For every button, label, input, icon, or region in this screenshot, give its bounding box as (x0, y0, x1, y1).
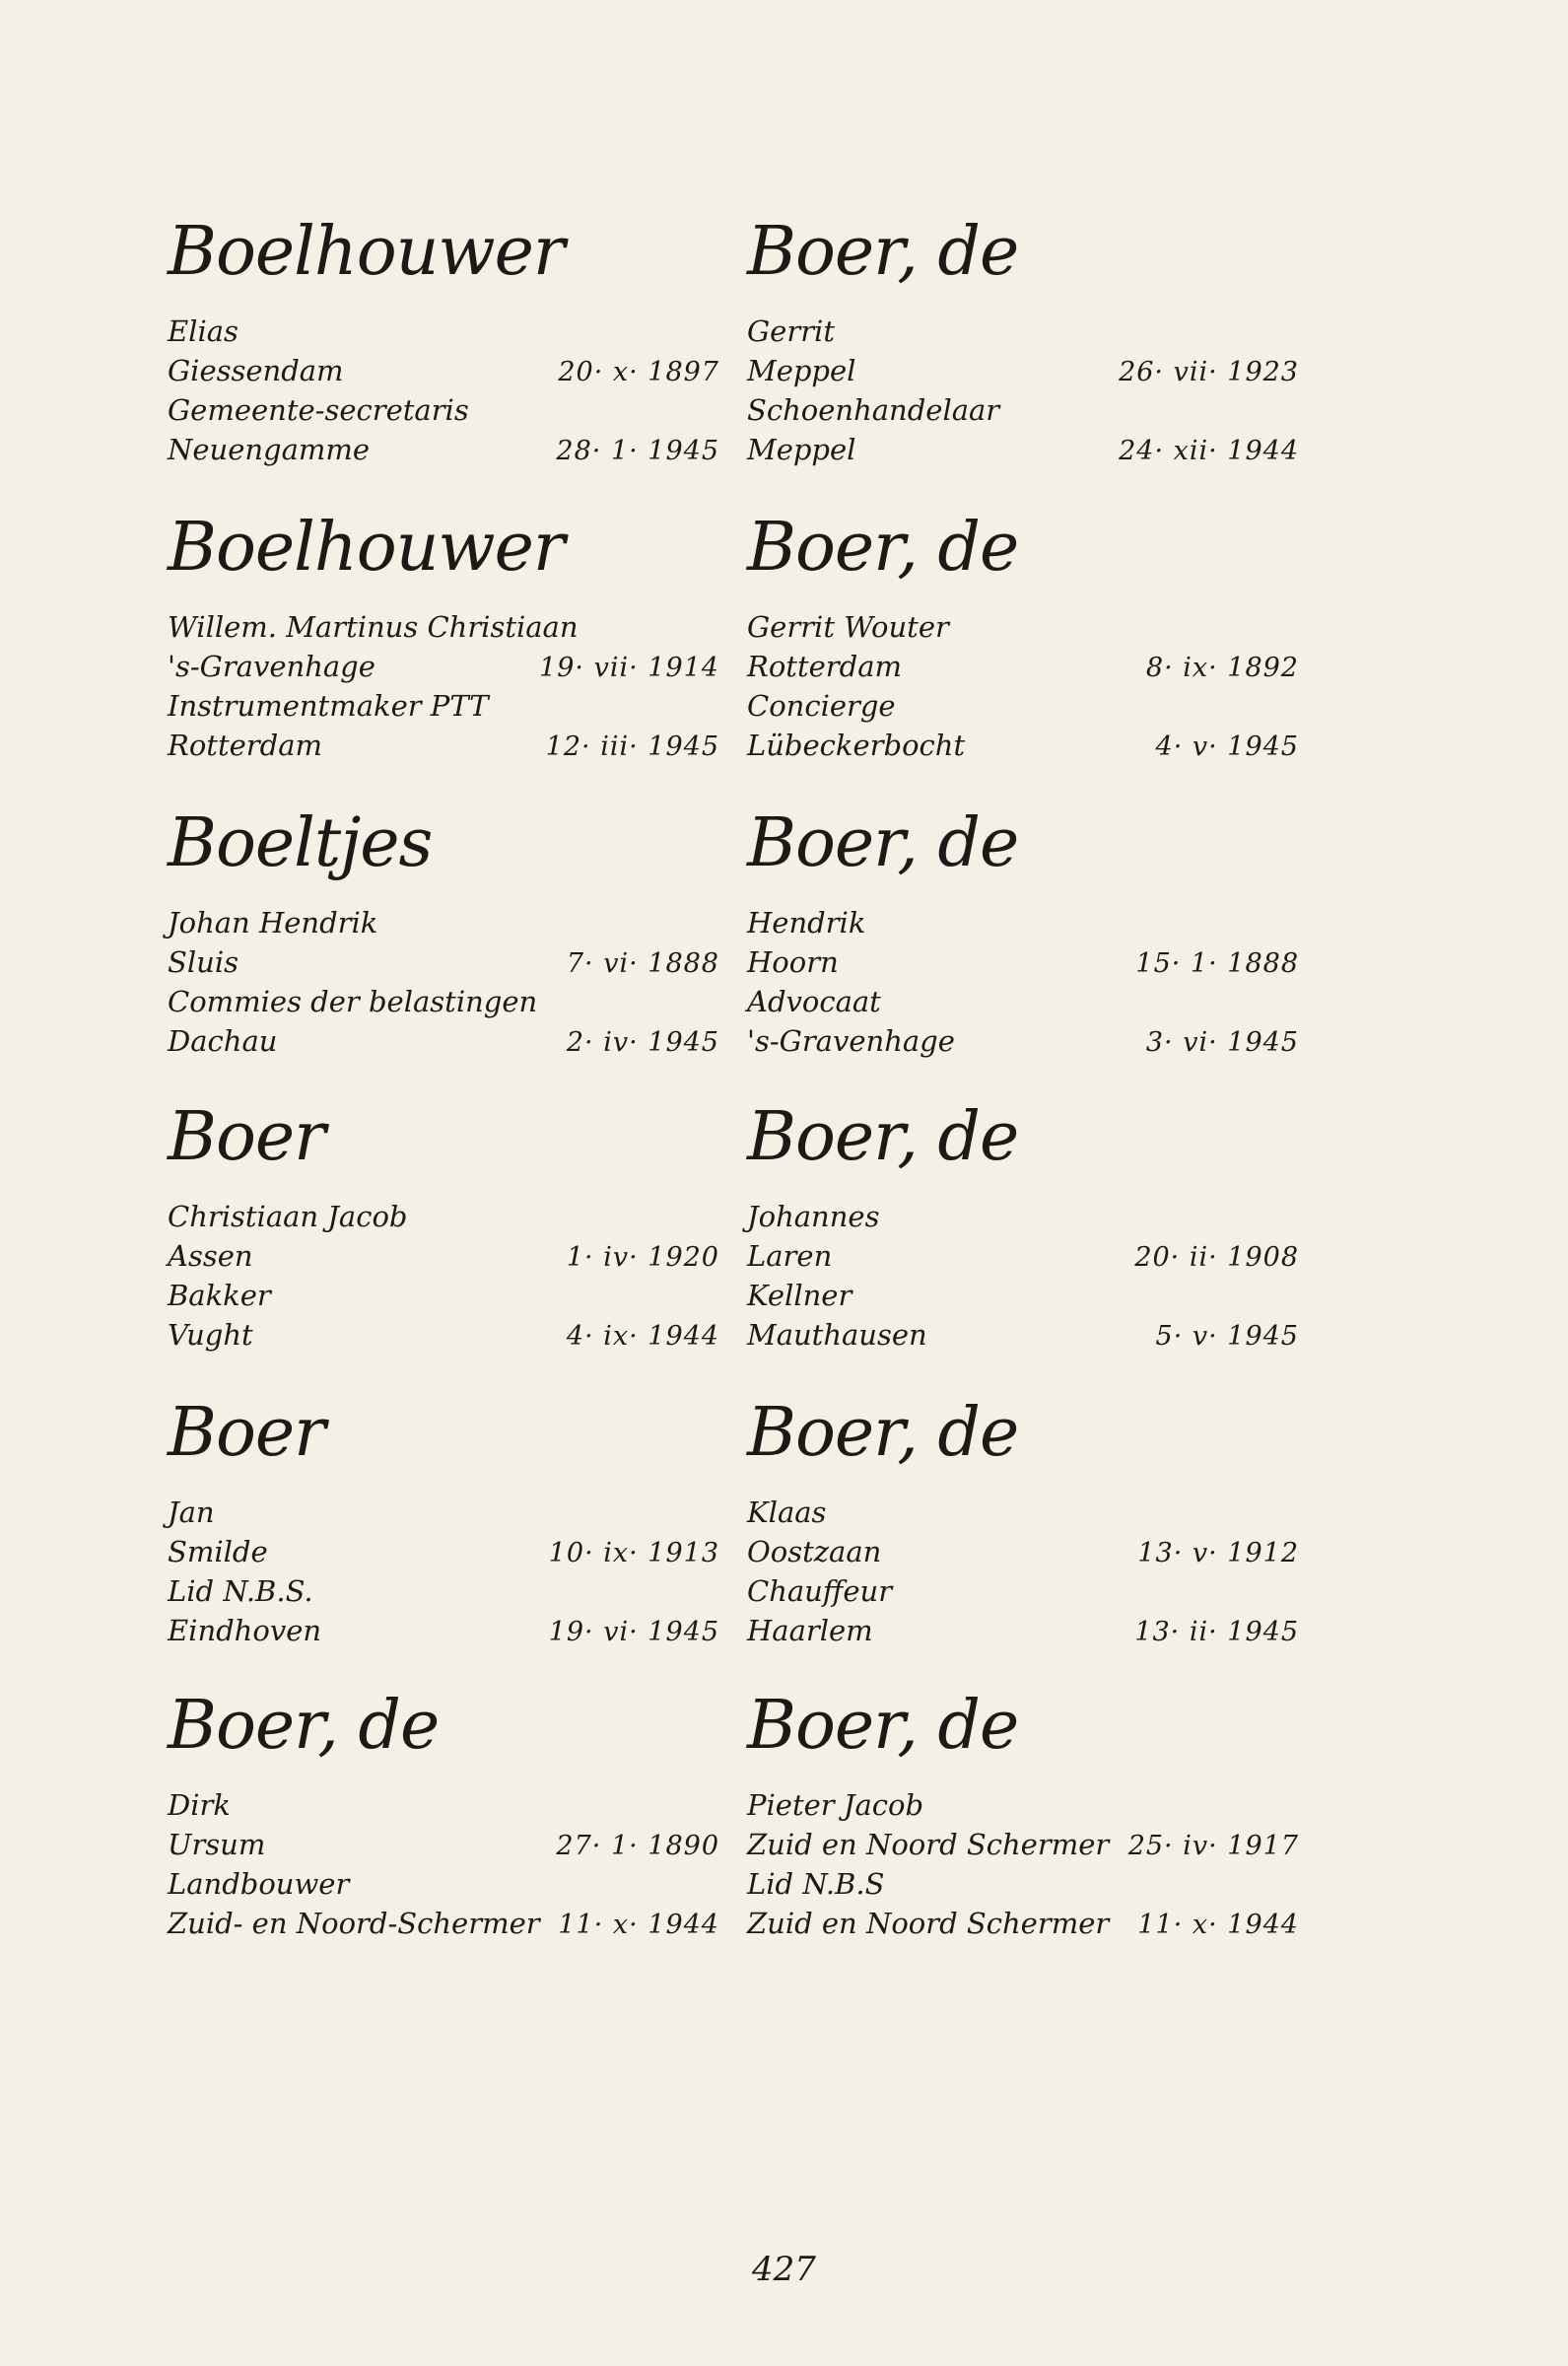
entry-deathplace: Zuid- en Noord-Schermer (168, 1907, 540, 1940)
entry-line (747, 1825, 1299, 1864)
entry-surname: Boer (168, 1394, 325, 1472)
memorial-entry (747, 1053, 1299, 1355)
entry-deathdate: 28· 1· 1945 (556, 436, 719, 466)
entry-birthplace: Laren (747, 1239, 833, 1273)
entry-birthdate: 25· iv· 1917 (1127, 1831, 1299, 1861)
entry-line (747, 1571, 1299, 1611)
entry-birthplace: Hoorn (747, 945, 839, 979)
entry-line (168, 1276, 719, 1315)
entry-line (747, 607, 1299, 647)
entry-deathdate: 11· x· 1944 (1137, 1910, 1299, 1940)
entry-birthplace: Meppel (747, 354, 856, 387)
memorial-entry (747, 759, 1299, 1061)
entry-line (747, 1864, 1299, 1904)
page-number: 427 (752, 2250, 816, 2289)
entry-deathplace: Neuengamme (168, 433, 371, 466)
entry-occupation: Landbouwer (168, 1867, 350, 1901)
entry-line (747, 1493, 1299, 1532)
entry-first-names: Gerrit (747, 314, 835, 348)
entry-line (747, 1532, 1299, 1571)
entry-occupation: Lid N.B.S. (168, 1574, 313, 1608)
entry-line (168, 982, 719, 1021)
entry-deathplace: Mauthausen (747, 1318, 927, 1352)
entry-birthdate: 19· vii· 1914 (539, 653, 719, 683)
entry-birthdate: 10· ix· 1913 (548, 1538, 719, 1568)
entry-birthplace: Smilde (168, 1535, 268, 1568)
entry-first-names: Klaas (747, 1496, 827, 1529)
entry-birthplace: Ursum (168, 1828, 266, 1861)
entry-line (168, 1493, 719, 1532)
entry-surname: Boer, de (747, 804, 1019, 882)
entry-deathdate: 19· vi· 1945 (548, 1617, 719, 1647)
entry-birthdate: 13· v· 1912 (1137, 1538, 1299, 1568)
entry-line (747, 942, 1299, 982)
entry-line (168, 607, 719, 647)
entry-deathdate: 4· v· 1945 (1155, 731, 1299, 762)
entry-first-names: Johan Hendrik (168, 906, 378, 939)
entry-occupation: Schoenhandelaar (747, 393, 1000, 427)
entry-surname: Boer (168, 1098, 325, 1176)
entry-deathplace: Vught (168, 1318, 253, 1352)
entry-line (168, 1532, 719, 1571)
entry-birthplace: Rotterdam (747, 650, 902, 683)
memorial-entry (747, 1349, 1299, 1650)
entry-occupation: Gemeente-secretaris (168, 393, 469, 427)
entry-line (747, 1276, 1299, 1315)
entry-birthplace: Giessendam (168, 354, 344, 387)
entry-occupation: Lid N.B.S (747, 1867, 885, 1901)
entry-birthplace: Assen (168, 1239, 253, 1273)
entry-birthdate: 7· vi· 1888 (566, 948, 719, 979)
entry-line (168, 1571, 719, 1611)
entry-birthplace: Zuid en Noord Schermer (747, 1828, 1110, 1861)
entry-line (747, 1785, 1299, 1825)
entry-occupation: Commies der belastingen (168, 985, 538, 1018)
entry-surname: Boer, de (747, 1687, 1019, 1765)
entry-birthdate: 20· ii· 1908 (1134, 1242, 1299, 1273)
entry-line (747, 1197, 1299, 1236)
entry-deathplace: Zuid en Noord Schermer (747, 1907, 1110, 1940)
entry-first-names: Christiaan Jacob (168, 1200, 408, 1233)
entry-birthplace: 's-Gravenhage (168, 650, 375, 683)
entry-line (168, 312, 719, 351)
entry-deathplace: Dachau (168, 1024, 278, 1058)
entry-deathdate: 24· xii· 1944 (1119, 436, 1299, 466)
entry-line (168, 942, 719, 982)
entry-deathplace: Rotterdam (168, 729, 322, 762)
entry-first-names: Willem. Martinus Christiaan (168, 610, 579, 644)
entry-surname: Boelhouwer (168, 509, 565, 587)
entry-deathdate: 4· ix· 1944 (566, 1321, 719, 1352)
entry-surname: Boer, de (747, 1394, 1019, 1472)
entry-occupation: Concierge (747, 689, 896, 723)
entry-first-names: Dirk (168, 1788, 231, 1822)
entry-birthplace: Sluis (168, 945, 239, 979)
entry-deathdate: 12· iii· 1945 (545, 731, 719, 762)
entry-line (747, 1904, 1299, 1943)
entry-line (168, 903, 719, 942)
entry-first-names: Hendrik (747, 906, 866, 939)
entry-deathplace: Lübeckerbocht (747, 729, 966, 762)
entry-surname: Boer, de (747, 1098, 1019, 1176)
entry-occupation: Instrumentmaker PTT (168, 689, 489, 723)
entry-line (168, 1864, 719, 1904)
entry-birthdate: 20· x· 1897 (558, 357, 719, 387)
memorial-entry (168, 759, 719, 1061)
memorial-entry (747, 463, 1299, 765)
entry-occupation: Bakker (168, 1279, 271, 1312)
entry-line (168, 1825, 719, 1864)
entry-line (747, 903, 1299, 942)
entry-occupation: Chauffeur (747, 1574, 893, 1608)
entry-deathdate: 3· vi· 1945 (1145, 1027, 1299, 1058)
memorial-entry (747, 168, 1299, 469)
entry-surname: Boelhouwer (168, 213, 565, 291)
entry-deathdate: 5· v· 1945 (1155, 1321, 1299, 1352)
entry-line (747, 686, 1299, 726)
entry-line (168, 390, 719, 430)
entry-line (747, 647, 1299, 686)
entry-line (747, 351, 1299, 390)
memorial-entry (168, 168, 719, 469)
memorial-entry (747, 1641, 1299, 1943)
entry-first-names: Johannes (747, 1200, 880, 1233)
entry-line (747, 982, 1299, 1021)
entry-line (168, 1785, 719, 1825)
entry-line (168, 1236, 719, 1276)
memorial-entry (168, 463, 719, 765)
entry-first-names: Pieter Jacob (747, 1788, 924, 1822)
entry-line (168, 647, 719, 686)
entry-birthdate: 27· 1· 1890 (556, 1831, 719, 1861)
entry-deathplace: Meppel (747, 433, 856, 466)
entry-occupation: Kellner (747, 1279, 852, 1312)
memorial-entry (168, 1349, 719, 1650)
entry-birthplace: Oostzaan (747, 1535, 882, 1568)
entry-first-names: Elias (168, 314, 239, 348)
entry-first-names: Gerrit Wouter (747, 610, 949, 644)
entry-deathplace: Eindhoven (168, 1614, 322, 1647)
entry-deathplace: Haarlem (747, 1614, 873, 1647)
entry-first-names: Jan (168, 1496, 215, 1529)
entry-line (168, 1197, 719, 1236)
entry-deathdate: 2· iv· 1945 (566, 1027, 719, 1058)
entry-occupation: Advocaat (747, 985, 881, 1018)
entry-line (168, 686, 719, 726)
entry-surname: Boer, de (747, 509, 1019, 587)
entry-deathplace: 's-Gravenhage (747, 1024, 955, 1058)
entry-birthdate: 15· 1· 1888 (1135, 948, 1299, 979)
entry-birthdate: 1· iv· 1920 (566, 1242, 719, 1273)
entry-line (747, 1236, 1299, 1276)
entry-deathdate: 11· x· 1944 (558, 1910, 719, 1940)
entry-surname: Boer, de (747, 213, 1019, 291)
entry-line (747, 390, 1299, 430)
entry-deathdate: 13· ii· 1945 (1134, 1617, 1299, 1647)
entry-surname: Boeltjes (168, 804, 433, 882)
entry-line (168, 351, 719, 390)
entry-line (168, 1904, 719, 1943)
entry-birthdate: 26· vii· 1923 (1119, 357, 1299, 387)
memorial-entry (168, 1053, 719, 1355)
entry-birthdate: 8· ix· 1892 (1145, 653, 1299, 683)
entry-surname: Boer, de (168, 1687, 440, 1765)
memorial-entry (168, 1641, 719, 1943)
entry-line (747, 312, 1299, 351)
